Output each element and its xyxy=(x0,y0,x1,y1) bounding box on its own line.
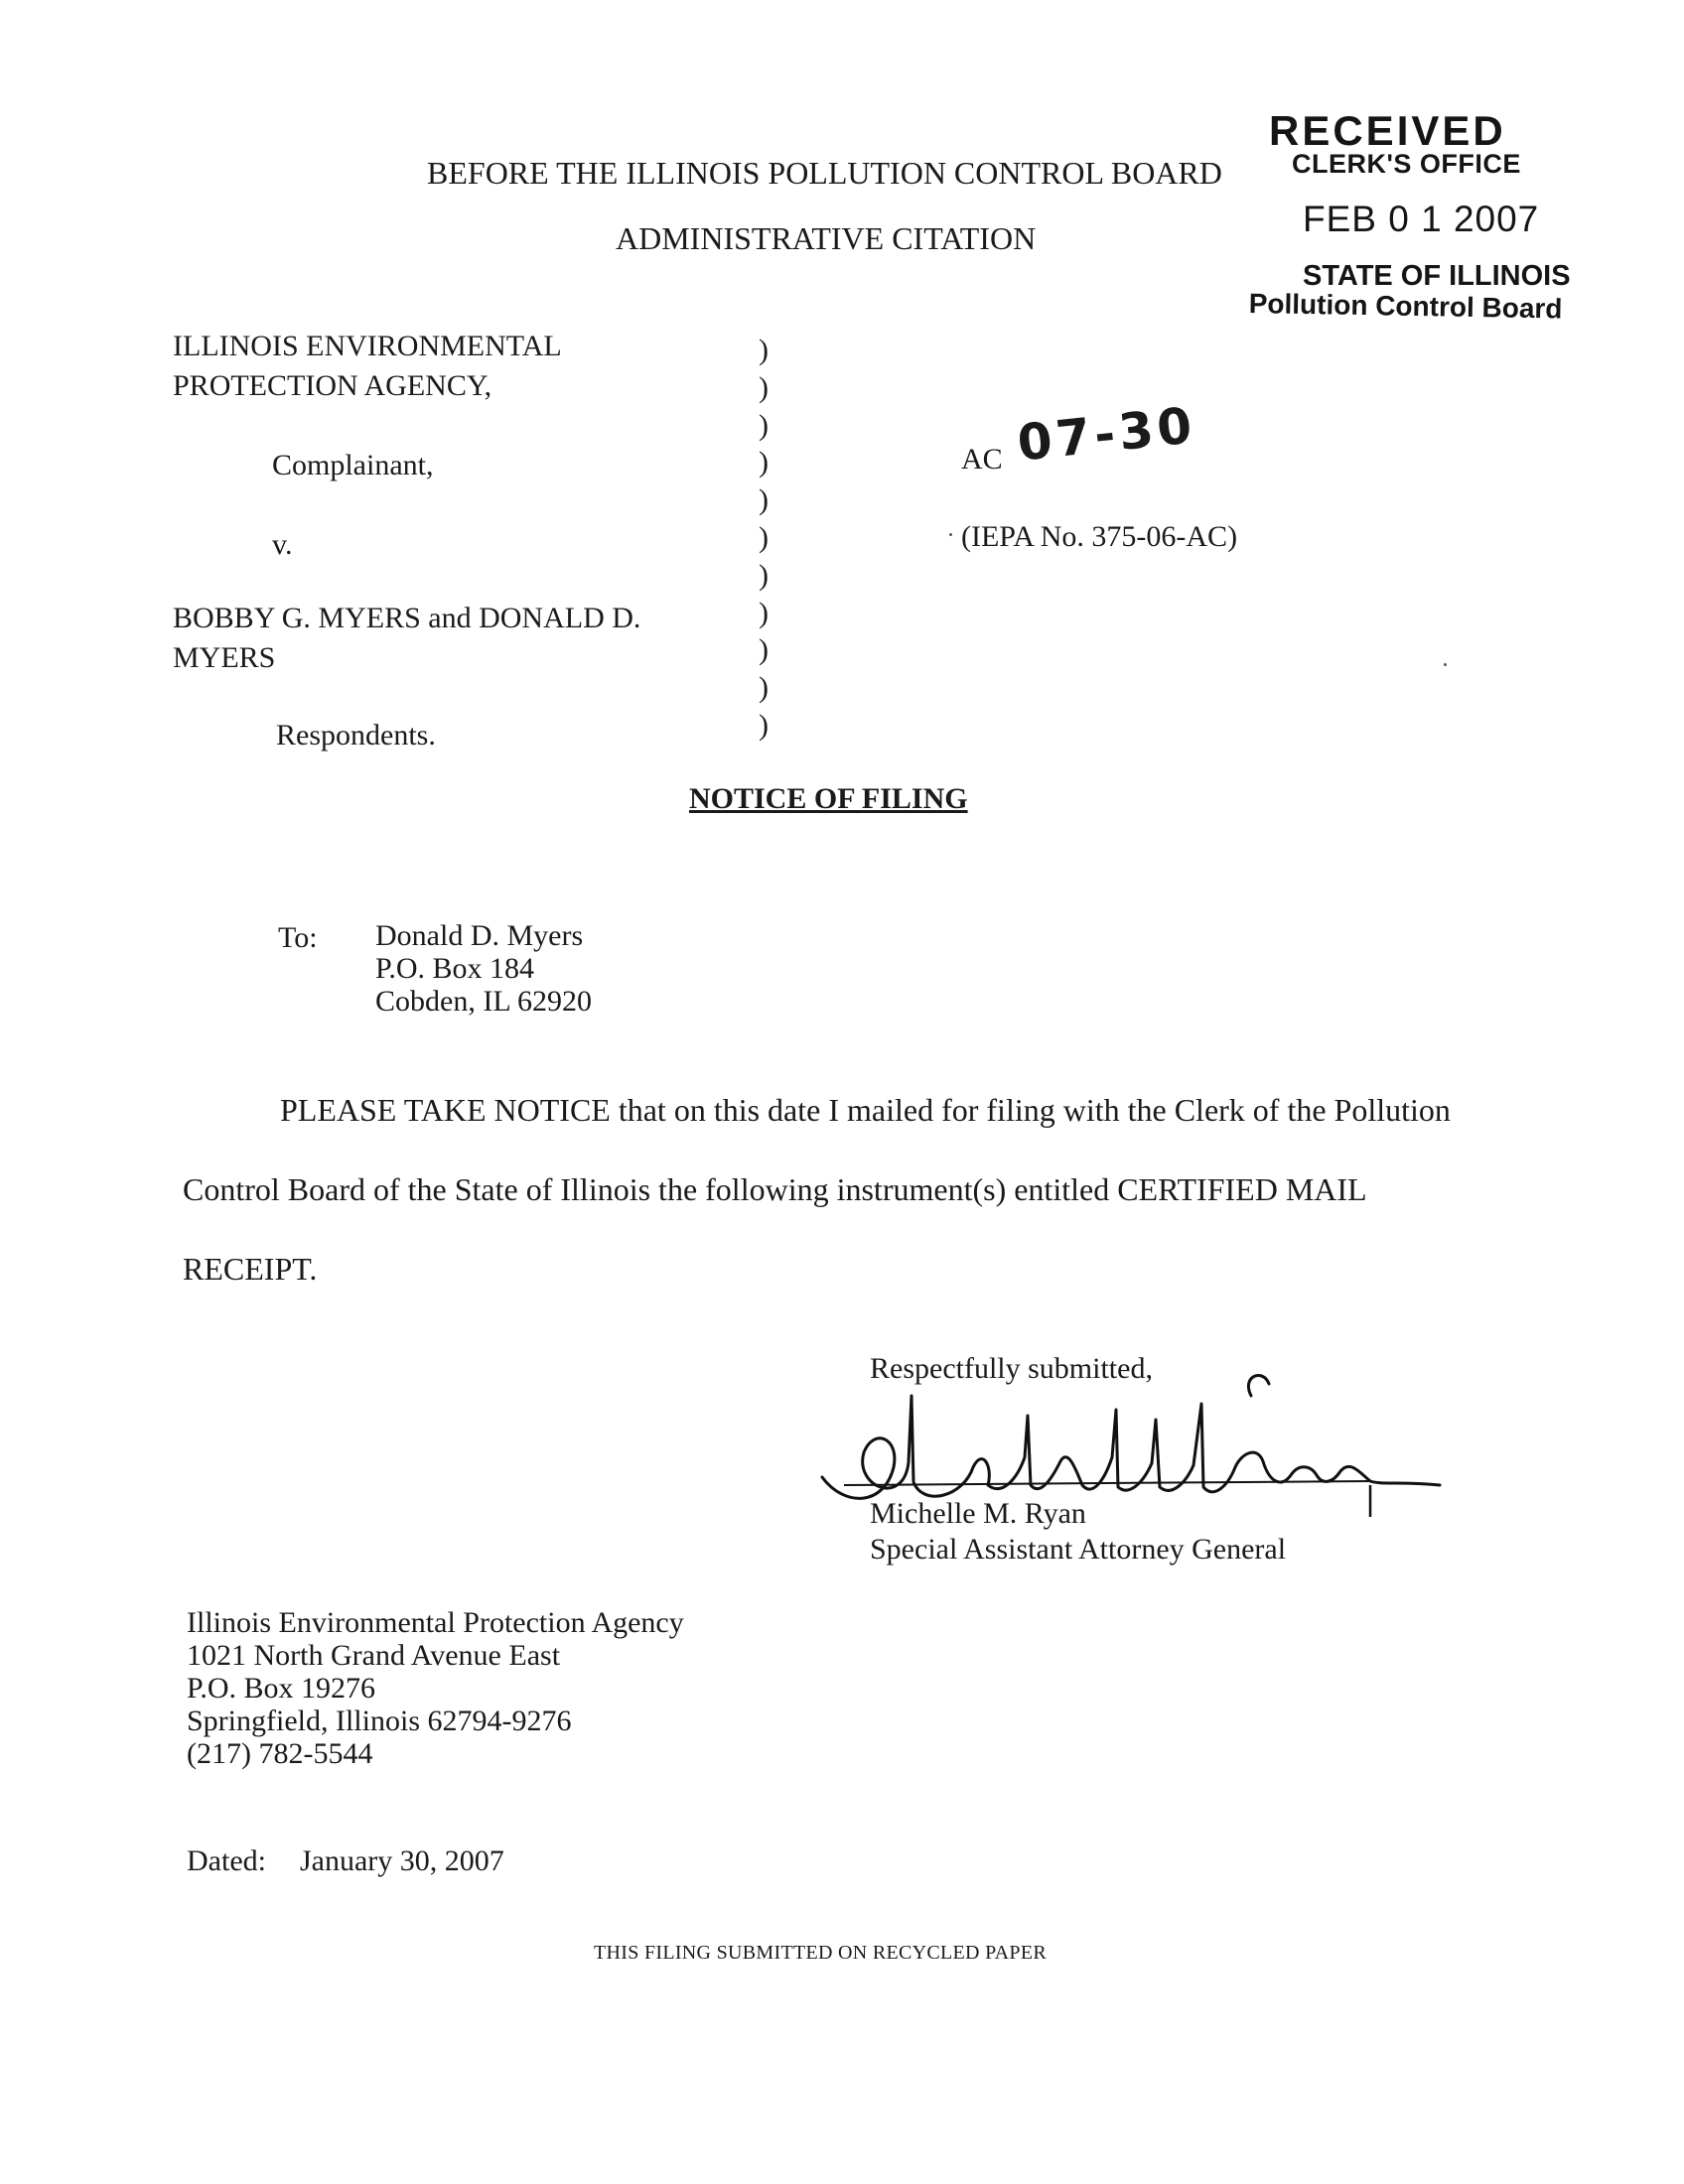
respondent-name-line2: MYERS xyxy=(173,641,276,674)
header-court: BEFORE THE ILLINOIS POLLUTION CONTROL BOARD xyxy=(427,155,1222,191)
agency-line-2: 1021 North Grand Avenue East xyxy=(187,1639,561,1672)
agency-address xyxy=(187,1606,684,1770)
iepa-number: (IEPA No. 375-06-AC) xyxy=(961,520,1238,553)
body-line-3: RECEIPT. xyxy=(183,1251,318,1287)
stamp-board: Pollution Control Board xyxy=(1248,288,1563,325)
stamp-date: FEB 0 1 2007 xyxy=(1303,199,1540,239)
recipient-box: P.O. Box 184 xyxy=(375,952,535,985)
case-number-handwritten: 07-30 xyxy=(1015,396,1198,473)
to-label: To: xyxy=(278,921,318,954)
versus: v. xyxy=(272,528,293,561)
notice-title: NOTICE OF FILING xyxy=(689,782,968,815)
recycled-paper-footer: THIS FILING SUBMITTED ON RECYCLED PAPER xyxy=(594,1942,1047,1964)
complainant-name-line1: ILLINOIS ENVIRONMENTAL xyxy=(173,330,562,362)
agency-line-5: (217) 782-5544 xyxy=(187,1737,373,1770)
stamp-received: RECEIVED xyxy=(1269,107,1506,154)
stamp-clerks-office: CLERK'S OFFICE xyxy=(1292,149,1521,179)
body-line-2: Control Board of the State of Illinois the following instrument(s) entitled CERTIFIED MAIL xyxy=(183,1171,1367,1207)
stamp-state: STATE OF ILLINOIS xyxy=(1303,260,1571,292)
scan-speck xyxy=(949,533,952,536)
respondent-role: Respondents. xyxy=(276,719,436,751)
respondent-name-line1: BOBBY G. MYERS and DONALD D. xyxy=(173,602,641,634)
signer-name: Michelle M. Ryan xyxy=(870,1497,1086,1530)
dated-value: January 30, 2007 xyxy=(300,1844,504,1877)
agency-line-1: Illinois Environmental Protection Agency xyxy=(187,1606,684,1639)
scan-speck xyxy=(1444,663,1447,666)
body-line-1: PLEASE TAKE NOTICE that on this date I mailed for filing with the Clerk of the Pollution xyxy=(280,1092,1451,1128)
dated-label: Dated: xyxy=(187,1844,266,1877)
agency-line-3: P.O. Box 19276 xyxy=(187,1672,376,1705)
recipient-city: Cobden, IL 62920 xyxy=(375,985,593,1018)
signer-title: Special Assistant Attorney General xyxy=(870,1533,1287,1566)
complainant-name-line2: PROTECTION AGENCY, xyxy=(173,369,492,402)
closing: Respectfully submitted, xyxy=(870,1352,1153,1385)
caption-parentheses: ) ) ) ) ) ) ) ) ) ) ) xyxy=(759,334,769,742)
complainant-role: Complainant, xyxy=(272,449,434,481)
recipient-name: Donald D. Myers xyxy=(375,919,584,952)
header-citation: ADMINISTRATIVE CITATION xyxy=(616,220,1037,256)
recipient-address xyxy=(375,919,592,1018)
case-prefix: AC xyxy=(961,443,1003,476)
agency-line-4: Springfield, Illinois 62794-9276 xyxy=(187,1705,572,1737)
